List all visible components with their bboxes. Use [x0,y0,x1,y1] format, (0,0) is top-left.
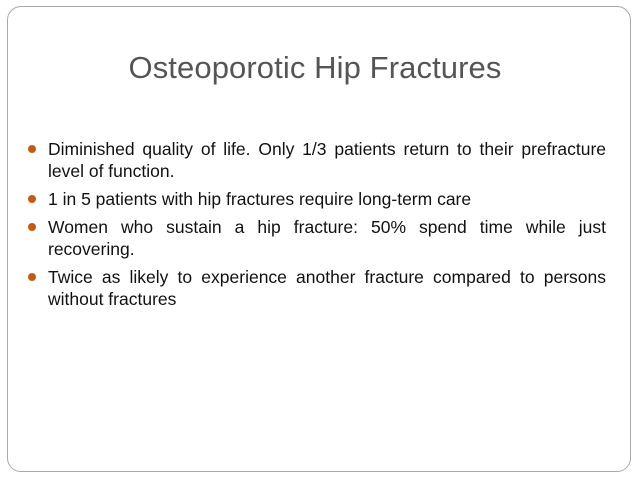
bullet-text: Women who sustain a hip fracture: 50% spend time while just recovering. [48,217,606,259]
slide-title [0,50,638,86]
bullet-dot-icon [28,145,36,153]
bullet-dot-icon [28,273,36,281]
bullet-text: Diminished quality of life. Only 1/3 patients return to their prefracture level of function. [48,139,606,181]
bullet-item [26,266,606,310]
bullet-item [26,138,606,182]
bullet-list [26,138,606,316]
bullet-dot-icon [28,223,36,231]
bullet-item [26,216,606,260]
slide-title-text: Osteoporotic Hip Fractures [128,50,502,85]
bullet-text: Twice as likely to experience another fracture compared to persons without fractures [48,267,606,309]
bullet-item [26,188,606,210]
bullet-dot-icon [28,195,36,203]
bullet-text: 1 in 5 patients with hip fractures require long-term care [48,189,472,209]
